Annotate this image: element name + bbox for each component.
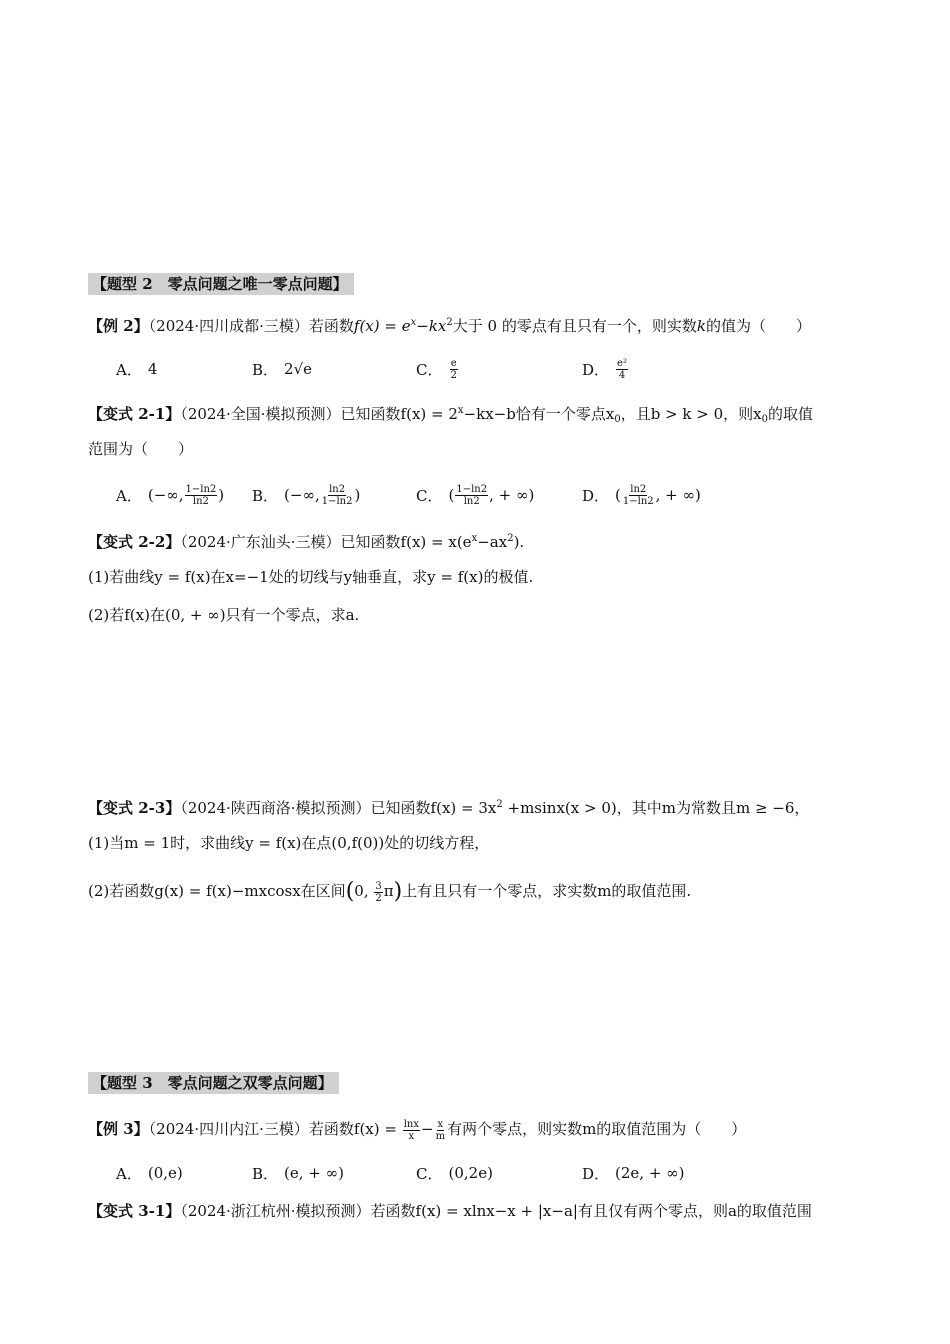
- variant-tag: 【变式 2-2】: [88, 533, 181, 551]
- example-2-question: 【例 2】（2024·四川成都·三模）若函数$f(x) = e^x-kx^2$大于 0 的零点有且只有一个，则实数k的值为（ ）: [88, 317, 811, 335]
- option-b: B． (e, + ∞): [252, 1164, 344, 1183]
- example-3-options: [116, 1158, 816, 1188]
- variant-2-3-part-1: (1)当m = 1时，求曲线y = f(x)在点(0,f(0))处的切线方程，: [88, 834, 490, 852]
- variant-3-1-question: 【变式 3-1】（2024·浙江杭州·模拟预测）若函数f(x) = xlnx−x + |x−a|有且仅有两个零点，则a的取值范围: [88, 1202, 812, 1220]
- example-2-options: [116, 354, 816, 384]
- variant-2-1-question-cont: 范围为（ ）: [88, 440, 194, 458]
- section-heading-type2: 【题型 2 零点问题之唯一零点问题】: [88, 273, 354, 295]
- variant-2-1-options: [116, 480, 816, 510]
- variant-tag: 【变式 2-3】: [88, 799, 181, 817]
- option-a: A． (−∞, $\frac{1-\ln 2}{\ln 2}$ ): [116, 483, 225, 507]
- option-c: C． $\frac{e}{2}$: [416, 357, 457, 381]
- option-b: B． (−∞, $\frac{\ln 2}{1-\ln 2}$ ): [252, 483, 361, 507]
- variant-2-2-part-1: (1)若曲线y = f(x)在x=−1处的切线与y轴垂直，求y = f(x)的极值.: [88, 568, 534, 586]
- option-b: B． 2√e: [252, 360, 313, 379]
- option-c: C． (0,2e): [416, 1164, 493, 1183]
- example-tag: 【例 2】: [88, 317, 149, 335]
- example-tag: 【例 3】: [88, 1120, 149, 1138]
- section-heading-type3: 【题型 3 零点问题之双零点问题】: [88, 1072, 339, 1094]
- variant-tag: 【变式 2-1】: [88, 405, 181, 423]
- example-3-question: 【例 3】（2024·四川内江·三模）若函数f(x) = $\frac{\ln x}{x}$ − $\frac{x}{m}$ 有两个零点，则实数m的取值范围为（ ）: [88, 1118, 747, 1142]
- variant-2-1-question: 【变式 2-1】（2024·全国·模拟预测）已知函数$f(x) = 2^x-kx-b$恰有一个零点$x_0$，且b > k > 0，则$x_0$的取值: [88, 405, 813, 425]
- option-a: A． (0,e): [116, 1164, 183, 1183]
- option-d: D． $\frac{\text{e²}}{4}$: [582, 357, 627, 381]
- variant-2-2-question: 【变式 2-2】（2024·广东汕头·三模）已知函数$f(x) = x(e^x-ax^2)$.: [88, 533, 525, 551]
- variant-2-3-part-2: (2)若函数g(x) = f(x)−mxcosx在区间(0, $\frac{3}{2}$ π)上有且只有一个零点，求实数m的取值范围.: [88, 879, 692, 904]
- variant-tag: 【变式 3-1】: [88, 1202, 181, 1220]
- option-d: D． ( $\frac{\ln 2}{1-\ln 2}$ , + ∞): [582, 483, 701, 507]
- option-d: D． (2e, + ∞): [582, 1164, 685, 1183]
- variant-2-3-question: 【变式 2-3】（2024·陕西商洛·模拟预测）已知函数$f(x) = 3x^2 +msinx(x > 0)$，其中m为常数且m ≥ −6，: [88, 799, 810, 817]
- variant-2-2-part-2: (2)若f(x)在(0, + ∞)只有一个零点，求a.: [88, 606, 360, 624]
- option-a: A． 4: [116, 360, 158, 379]
- option-c: C． ( $\frac{1-\ln 2}{\ln 2}$ , + ∞): [416, 483, 535, 507]
